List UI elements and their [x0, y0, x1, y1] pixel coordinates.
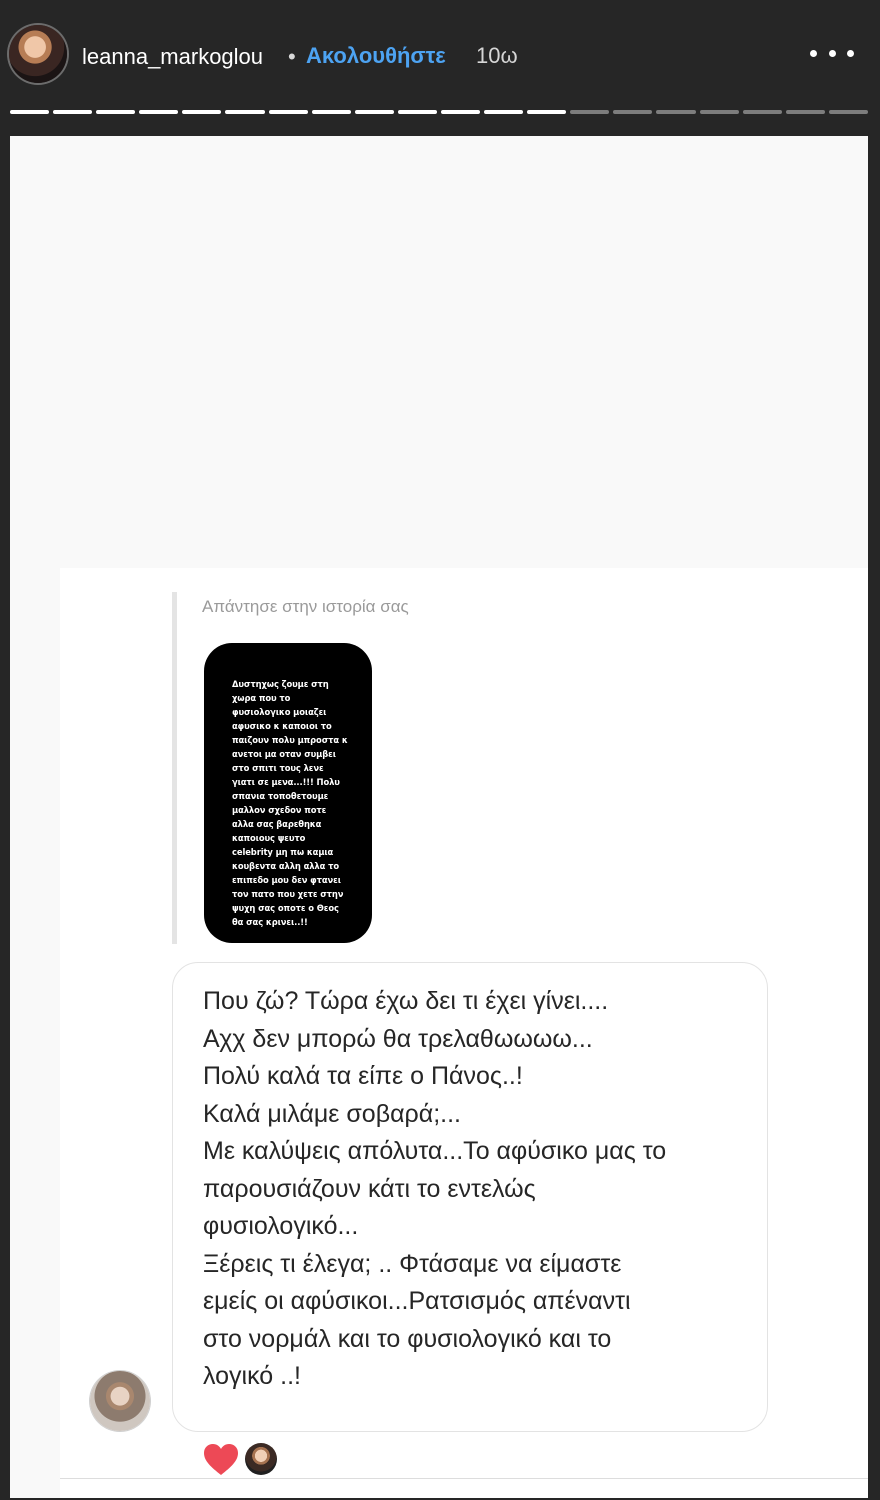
story-text-line: παιζουν πολυ μπροστα κ [232, 735, 348, 745]
reactor-avatar[interactable] [245, 1443, 277, 1475]
story-text-line: στο σπιτι τους λενε [232, 763, 324, 773]
separator-dot: • [288, 44, 296, 69]
sender-avatar[interactable] [90, 1371, 150, 1431]
story-text-line: αλλα σας βαρεθηκα [232, 819, 322, 829]
story-text-line: επιπεδο μου δεν φτανει [232, 875, 341, 885]
progress-segment [743, 110, 782, 114]
more-options-icon[interactable] [810, 38, 854, 68]
reply-quote-bar [172, 592, 177, 944]
progress-segment [269, 110, 308, 114]
message-line: Που ζώ? Τώρα έχω δει τι έχει γίνει.... [203, 987, 609, 1015]
timestamp: 10ω [476, 43, 518, 68]
progress-segment [829, 110, 868, 114]
progress-segment [398, 110, 437, 114]
story-progress-bar [10, 110, 868, 114]
message-line: λογικό ..! [203, 1362, 301, 1390]
story-text-line: γιατι σε μενα...!!! Πολυ [232, 777, 340, 787]
story-text-line: τον πατο που χετε στην [232, 889, 344, 899]
progress-segment [139, 110, 178, 114]
progress-segment [225, 110, 264, 114]
profile-avatar[interactable] [9, 25, 67, 83]
progress-segment [53, 110, 92, 114]
progress-segment [527, 110, 566, 114]
story-text-line: μαλλον σχεδον ποτε [232, 805, 327, 815]
message-line: στο νορμάλ και το φυσιολογικό και το [203, 1324, 612, 1353]
progress-segment [182, 110, 221, 114]
story-text-line: ανετοι μα οταν συμβει [232, 749, 336, 759]
message-line: φυσιολογικό... [203, 1212, 359, 1240]
message-line: Καλά μιλάμε σοβαρά;... [203, 1099, 461, 1128]
story-text-line: θα σας κρινει..!! [232, 917, 308, 927]
progress-segment [10, 110, 49, 114]
username[interactable]: leanna_markoglou [82, 44, 264, 69]
story-text-line: αφυσικο κ καποιοι το [232, 721, 332, 731]
message-line: Αχχ δεν μπορώ θα τρελαθωωωω... [203, 1024, 593, 1053]
progress-segment [355, 110, 394, 114]
message-line: Πολύ καλά τα είπε ο Πάνος..! [203, 1062, 523, 1090]
story-header [0, 0, 880, 108]
replied-story-thumbnail[interactable] [204, 643, 372, 943]
follow-button[interactable]: Ακολουθήστε [306, 43, 446, 68]
story-text-line: σπανια τοποθετουμε [232, 791, 329, 801]
divider [60, 1478, 868, 1479]
progress-segment [570, 110, 609, 114]
progress-segment [441, 110, 480, 114]
story-text-line: χωρα που το [232, 693, 291, 703]
progress-segment [96, 110, 135, 114]
story-text-line: καποιους ψευτο [232, 833, 306, 843]
message-line: εμείς οι αφύσικοι...Ρατσισμός απέναντι [203, 1287, 631, 1315]
progress-segment [484, 110, 523, 114]
message-line: Ξέρεις τι έλεγα; .. Φτάσαμε να είμαστε [203, 1249, 622, 1278]
message-line: Με καλύψεις απόλυτα...Το αφύσικο μας το [203, 1137, 667, 1165]
message-line: παρουσιάζουν κάτι το εντελώς [203, 1174, 536, 1203]
story-text-line: celebrity μη πω καμια [232, 847, 334, 857]
progress-segment [700, 110, 739, 114]
message-bubble[interactable] [172, 962, 768, 1432]
progress-segment [786, 110, 825, 114]
heart-icon[interactable] [203, 1443, 239, 1477]
story-text-line: Δυστηχως ζουμε στη [232, 679, 329, 689]
story-text-line: ψυχη σας οποτε ο Θεος [232, 903, 339, 913]
reply-caption: Απάντησε στην ιστορία σας [202, 597, 409, 616]
story-text-line: φυσιολογικο μοιαζει [232, 707, 327, 717]
progress-segment [656, 110, 695, 114]
progress-segment [613, 110, 652, 114]
progress-segment [312, 110, 351, 114]
story-text-line: κουβεντα αλλη αλλα το [232, 861, 339, 871]
